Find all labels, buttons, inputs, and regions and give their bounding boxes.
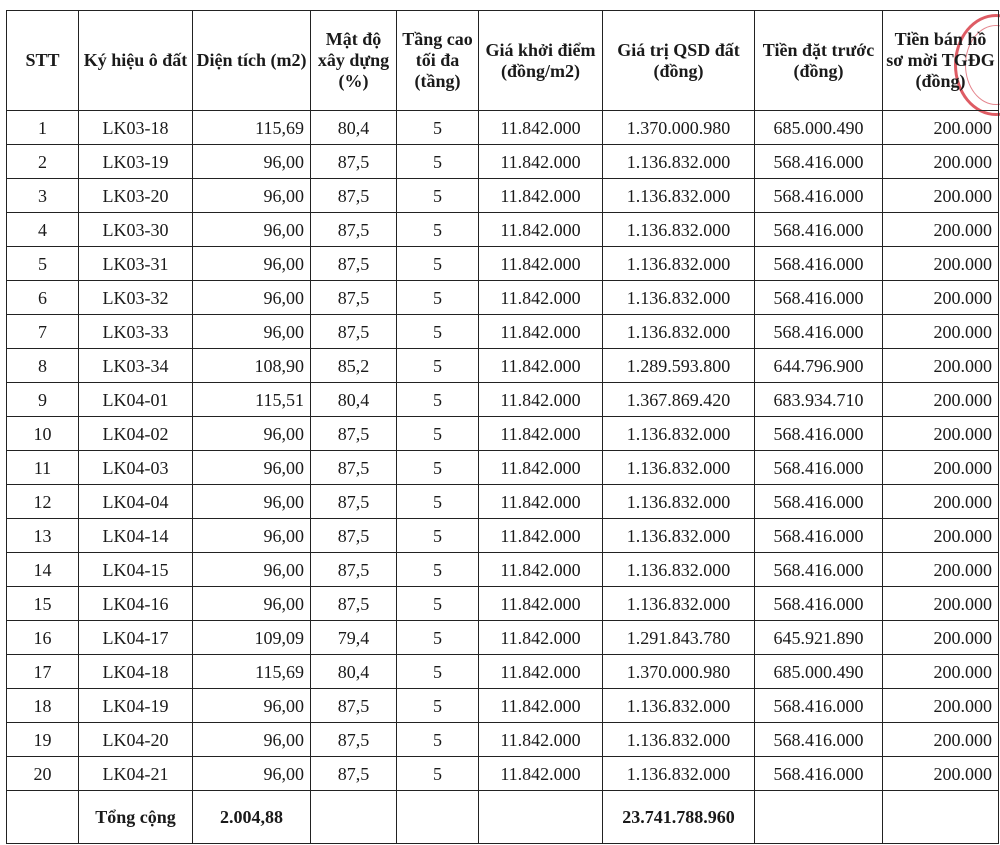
land-value-cell: 1.136.832.000 (603, 587, 755, 621)
land-value-cell: 1.289.593.800 (603, 349, 755, 383)
area-cell: 108,90 (193, 349, 311, 383)
land-value-cell: 1.136.832.000 (603, 315, 755, 349)
deposit-cell: 568.416.000 (755, 723, 883, 757)
deposit-cell: 644.796.900 (755, 349, 883, 383)
floors-cell: 5 (397, 213, 479, 247)
fee-cell: 200.000 (883, 349, 999, 383)
total-value: 23.741.788.960 (603, 791, 755, 844)
stt-cell: 15 (7, 587, 79, 621)
table-row (7, 655, 999, 689)
deposit-cell: 568.416.000 (755, 145, 883, 179)
fee-cell: 200.000 (883, 247, 999, 281)
total-empty-cell (755, 791, 883, 844)
deposit-cell: 568.416.000 (755, 213, 883, 247)
land-value-cell: 1.136.832.000 (603, 281, 755, 315)
fee-cell: 200.000 (883, 179, 999, 213)
stt-cell: 3 (7, 179, 79, 213)
floors-cell: 5 (397, 247, 479, 281)
density-cell: 87,5 (311, 281, 397, 315)
total-stt-cell (7, 791, 79, 844)
deposit-cell: 568.416.000 (755, 485, 883, 519)
total-empty-cell (883, 791, 999, 844)
plot-code-cell: LK04-16 (79, 587, 193, 621)
deposit-cell: 568.416.000 (755, 179, 883, 213)
area-cell: 96,00 (193, 519, 311, 553)
density-cell: 79,4 (311, 621, 397, 655)
floors-cell: 5 (397, 587, 479, 621)
fee-cell: 200.000 (883, 689, 999, 723)
stt-cell: 4 (7, 213, 79, 247)
floors-cell: 5 (397, 485, 479, 519)
price-cell: 11.842.000 (479, 179, 603, 213)
header-stt: STT (7, 11, 79, 111)
price-cell: 11.842.000 (479, 485, 603, 519)
deposit-cell: 683.934.710 (755, 383, 883, 417)
floors-cell: 5 (397, 723, 479, 757)
land-value-cell: 1.136.832.000 (603, 519, 755, 553)
table-row (7, 281, 999, 315)
density-cell: 80,4 (311, 111, 397, 145)
table-row (7, 383, 999, 417)
land-value-cell: 1.136.832.000 (603, 417, 755, 451)
area-cell: 96,00 (193, 689, 311, 723)
floors-cell: 5 (397, 655, 479, 689)
density-cell: 87,5 (311, 757, 397, 791)
land-value-cell: 1.136.832.000 (603, 213, 755, 247)
land-auction-table (6, 10, 999, 844)
table-row (7, 723, 999, 757)
floors-cell: 5 (397, 451, 479, 485)
area-cell: 96,00 (193, 757, 311, 791)
fee-cell: 200.000 (883, 417, 999, 451)
header-deposit: Tiền đặt trước (đồng) (755, 11, 883, 111)
price-cell: 11.842.000 (479, 213, 603, 247)
table-row (7, 519, 999, 553)
density-cell: 87,5 (311, 213, 397, 247)
stt-cell: 9 (7, 383, 79, 417)
plot-code-cell: LK04-02 (79, 417, 193, 451)
floors-cell: 5 (397, 757, 479, 791)
area-cell: 96,00 (193, 553, 311, 587)
total-row (7, 791, 999, 844)
floors-cell: 5 (397, 417, 479, 451)
deposit-cell: 568.416.000 (755, 247, 883, 281)
fee-cell: 200.000 (883, 587, 999, 621)
price-cell: 11.842.000 (479, 349, 603, 383)
area-cell: 96,00 (193, 485, 311, 519)
fee-cell: 200.000 (883, 383, 999, 417)
plot-code-cell: LK04-04 (79, 485, 193, 519)
table-row (7, 553, 999, 587)
header-land-value: Giá trị QSD đất (đồng) (603, 11, 755, 111)
density-cell: 87,5 (311, 179, 397, 213)
area-cell: 96,00 (193, 451, 311, 485)
table-row (7, 621, 999, 655)
price-cell: 11.842.000 (479, 145, 603, 179)
plot-code-cell: LK03-34 (79, 349, 193, 383)
fee-cell: 200.000 (883, 315, 999, 349)
fee-cell: 200.000 (883, 621, 999, 655)
total-empty-cell (479, 791, 603, 844)
area-cell: 96,00 (193, 179, 311, 213)
area-cell: 96,00 (193, 417, 311, 451)
stt-cell: 7 (7, 315, 79, 349)
plot-code-cell: LK03-19 (79, 145, 193, 179)
stt-cell: 5 (7, 247, 79, 281)
deposit-cell: 568.416.000 (755, 417, 883, 451)
land-value-cell: 1.136.832.000 (603, 723, 755, 757)
cropped-caption (0, 0, 1000, 10)
plot-code-cell: LK03-31 (79, 247, 193, 281)
density-cell: 87,5 (311, 689, 397, 723)
area-cell: 115,69 (193, 111, 311, 145)
table-row (7, 451, 999, 485)
table-row (7, 349, 999, 383)
price-cell: 11.842.000 (479, 587, 603, 621)
plot-code-cell: LK04-21 (79, 757, 193, 791)
header-starting-price: Giá khởi điểm (đồng/m2) (479, 11, 603, 111)
plot-code-cell: LK04-15 (79, 553, 193, 587)
land-value-cell: 1.367.869.420 (603, 383, 755, 417)
deposit-cell: 568.416.000 (755, 757, 883, 791)
deposit-cell: 645.921.890 (755, 621, 883, 655)
area-cell: 115,51 (193, 383, 311, 417)
floors-cell: 5 (397, 349, 479, 383)
table-row (7, 689, 999, 723)
stt-cell: 1 (7, 111, 79, 145)
price-cell: 11.842.000 (479, 281, 603, 315)
plot-code-cell: LK03-20 (79, 179, 193, 213)
density-cell: 80,4 (311, 383, 397, 417)
floors-cell: 5 (397, 519, 479, 553)
density-cell: 85,2 (311, 349, 397, 383)
density-cell: 87,5 (311, 587, 397, 621)
stt-cell: 19 (7, 723, 79, 757)
fee-cell: 200.000 (883, 145, 999, 179)
price-cell: 11.842.000 (479, 655, 603, 689)
stt-cell: 14 (7, 553, 79, 587)
table-row (7, 145, 999, 179)
plot-code-cell: LK04-03 (79, 451, 193, 485)
plot-code-cell: LK04-14 (79, 519, 193, 553)
price-cell: 11.842.000 (479, 111, 603, 145)
table-header-row (7, 11, 999, 111)
deposit-cell: 685.000.490 (755, 655, 883, 689)
floors-cell: 5 (397, 553, 479, 587)
price-cell: 11.842.000 (479, 621, 603, 655)
table-row (7, 417, 999, 451)
total-label: Tổng cộng (79, 791, 193, 844)
density-cell: 87,5 (311, 723, 397, 757)
floors-cell: 5 (397, 179, 479, 213)
table-row (7, 247, 999, 281)
fee-cell: 200.000 (883, 111, 999, 145)
price-cell: 11.842.000 (479, 689, 603, 723)
density-cell: 87,5 (311, 315, 397, 349)
header-max-floors: Tầng cao tối đa (tầng) (397, 11, 479, 111)
deposit-cell: 568.416.000 (755, 519, 883, 553)
total-empty-cell (311, 791, 397, 844)
floors-cell: 5 (397, 315, 479, 349)
plot-code-cell: LK04-20 (79, 723, 193, 757)
floors-cell: 5 (397, 621, 479, 655)
area-cell: 96,00 (193, 315, 311, 349)
table-row (7, 179, 999, 213)
land-value-cell: 1.136.832.000 (603, 553, 755, 587)
deposit-cell: 685.000.490 (755, 111, 883, 145)
total-empty-cell (397, 791, 479, 844)
fee-cell: 200.000 (883, 519, 999, 553)
table-row (7, 587, 999, 621)
stt-cell: 12 (7, 485, 79, 519)
land-value-cell: 1.370.000.980 (603, 655, 755, 689)
deposit-cell: 568.416.000 (755, 553, 883, 587)
land-value-cell: 1.136.832.000 (603, 485, 755, 519)
area-cell: 96,00 (193, 587, 311, 621)
floors-cell: 5 (397, 689, 479, 723)
stt-cell: 8 (7, 349, 79, 383)
price-cell: 11.842.000 (479, 553, 603, 587)
density-cell: 87,5 (311, 485, 397, 519)
stt-cell: 17 (7, 655, 79, 689)
price-cell: 11.842.000 (479, 247, 603, 281)
land-value-cell: 1.136.832.000 (603, 689, 755, 723)
floors-cell: 5 (397, 111, 479, 145)
price-cell: 11.842.000 (479, 417, 603, 451)
plot-code-cell: LK03-32 (79, 281, 193, 315)
stt-cell: 2 (7, 145, 79, 179)
stt-cell: 6 (7, 281, 79, 315)
plot-code-cell: LK03-30 (79, 213, 193, 247)
stt-cell: 11 (7, 451, 79, 485)
plot-code-cell: LK03-33 (79, 315, 193, 349)
fee-cell: 200.000 (883, 281, 999, 315)
floors-cell: 5 (397, 281, 479, 315)
fee-cell: 200.000 (883, 213, 999, 247)
table-body (7, 111, 999, 791)
fee-cell: 200.000 (883, 451, 999, 485)
plot-code-cell: LK04-01 (79, 383, 193, 417)
table-row (7, 111, 999, 145)
area-cell: 96,00 (193, 723, 311, 757)
density-cell: 80,4 (311, 655, 397, 689)
table-row (7, 213, 999, 247)
plot-code-cell: LK04-17 (79, 621, 193, 655)
land-value-cell: 1.370.000.980 (603, 111, 755, 145)
floors-cell: 5 (397, 145, 479, 179)
header-area: Diện tích (m2) (193, 11, 311, 111)
price-cell: 11.842.000 (479, 451, 603, 485)
area-cell: 96,00 (193, 247, 311, 281)
deposit-cell: 568.416.000 (755, 587, 883, 621)
stt-cell: 16 (7, 621, 79, 655)
price-cell: 11.842.000 (479, 723, 603, 757)
stt-cell: 10 (7, 417, 79, 451)
deposit-cell: 568.416.000 (755, 689, 883, 723)
density-cell: 87,5 (311, 553, 397, 587)
area-cell: 96,00 (193, 213, 311, 247)
price-cell: 11.842.000 (479, 315, 603, 349)
plot-code-cell: LK04-18 (79, 655, 193, 689)
density-cell: 87,5 (311, 247, 397, 281)
stt-cell: 18 (7, 689, 79, 723)
total-area: 2.004,88 (193, 791, 311, 844)
area-cell: 115,69 (193, 655, 311, 689)
price-cell: 11.842.000 (479, 383, 603, 417)
plot-code-cell: LK04-19 (79, 689, 193, 723)
header-dossier-fee: Tiền bán hồ sơ mời TGĐG (đồng) (883, 11, 999, 111)
land-value-cell: 1.136.832.000 (603, 757, 755, 791)
area-cell: 96,00 (193, 281, 311, 315)
land-value-cell: 1.136.832.000 (603, 179, 755, 213)
price-cell: 11.842.000 (479, 519, 603, 553)
deposit-cell: 568.416.000 (755, 315, 883, 349)
table-row (7, 757, 999, 791)
land-value-cell: 1.136.832.000 (603, 145, 755, 179)
fee-cell: 200.000 (883, 485, 999, 519)
deposit-cell: 568.416.000 (755, 451, 883, 485)
stt-cell: 13 (7, 519, 79, 553)
table-row (7, 485, 999, 519)
fee-cell: 200.000 (883, 553, 999, 587)
fee-cell: 200.000 (883, 723, 999, 757)
fee-cell: 200.000 (883, 757, 999, 791)
header-plot-code: Ký hiệu ô đất (79, 11, 193, 111)
table-row (7, 315, 999, 349)
price-cell: 11.842.000 (479, 757, 603, 791)
deposit-cell: 568.416.000 (755, 281, 883, 315)
density-cell: 87,5 (311, 145, 397, 179)
floors-cell: 5 (397, 383, 479, 417)
land-value-cell: 1.136.832.000 (603, 247, 755, 281)
density-cell: 87,5 (311, 451, 397, 485)
stt-cell: 20 (7, 757, 79, 791)
land-value-cell: 1.136.832.000 (603, 451, 755, 485)
density-cell: 87,5 (311, 519, 397, 553)
land-value-cell: 1.291.843.780 (603, 621, 755, 655)
density-cell: 87,5 (311, 417, 397, 451)
header-density: Mật độ xây dựng (%) (311, 11, 397, 111)
fee-cell: 200.000 (883, 655, 999, 689)
area-cell: 96,00 (193, 145, 311, 179)
area-cell: 109,09 (193, 621, 311, 655)
plot-code-cell: LK03-18 (79, 111, 193, 145)
